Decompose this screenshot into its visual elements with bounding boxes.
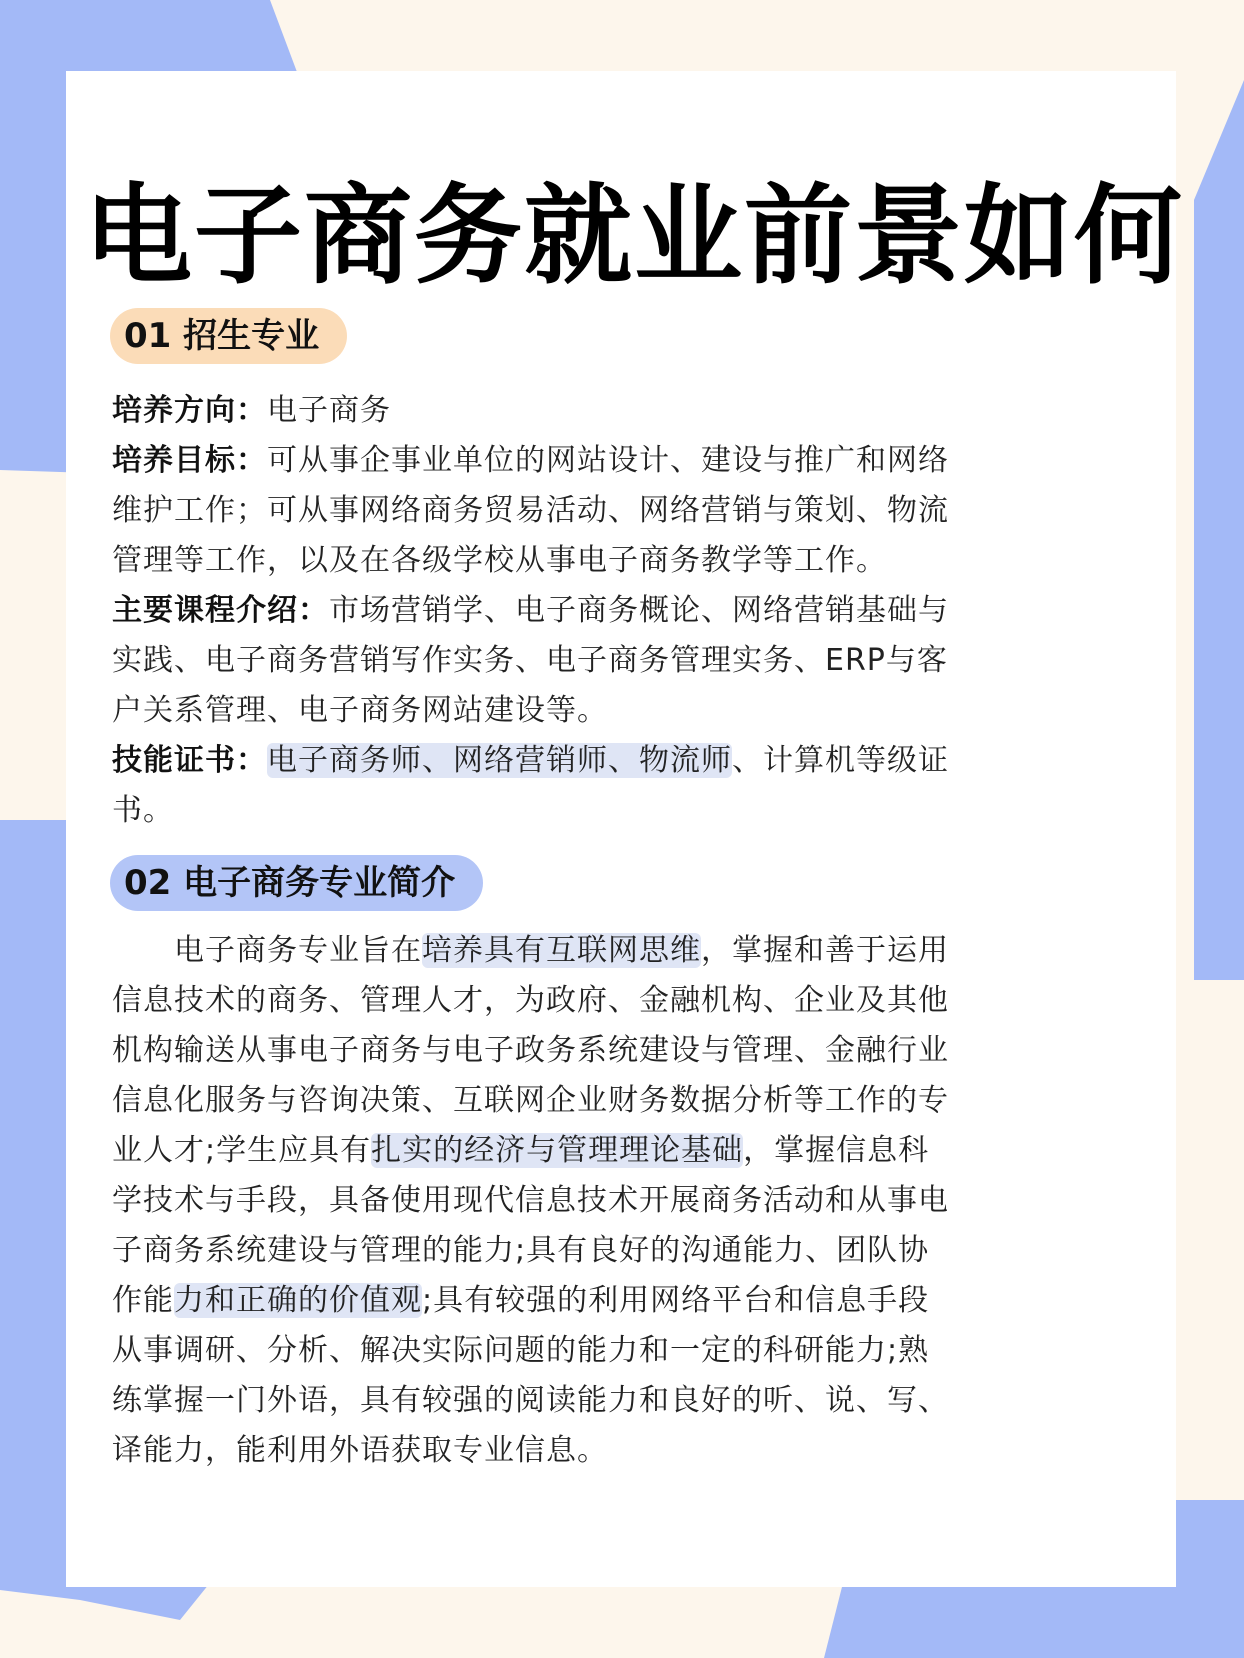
text-segment: 、计算机等级证 [732, 743, 949, 778]
page-title: 电子商务就业前景如何 [84, 173, 1185, 299]
text-segment: 学技术与手段，具备使用现代信息技术开展商务活动和从事电 [112, 1183, 949, 1218]
text-segment: ;具有较强的利用网络平台和信息手段 [422, 1283, 930, 1318]
text-line [112, 686, 1072, 736]
text-segment: 信息化服务与咨询决策、互联网企业财务数据分析等工作的专 [112, 1083, 949, 1118]
field-label: 培养方向： [112, 393, 267, 428]
text-line [112, 536, 1072, 586]
section-intro-body [112, 926, 1072, 1476]
text-line [112, 786, 1072, 836]
text-segment: ，掌握和善于运用 [701, 933, 949, 968]
text-line [112, 386, 1072, 436]
text-segment: 电子商务专业旨在 [112, 933, 422, 968]
text-line [112, 636, 1072, 686]
text-line [112, 736, 1072, 786]
text-line [112, 1326, 1072, 1376]
text-segment: 户关系管理、电子商务网站建设等。 [112, 693, 608, 728]
field-label: 主要课程介绍： [112, 593, 329, 628]
content-card [66, 71, 1185, 1587]
field-label: 技能证书： [112, 743, 267, 778]
text-line [112, 436, 1072, 486]
text-segment: 信息技术的商务、管理人才，为政府、金融机构、企业及其他 [112, 983, 949, 1018]
text-segment: 维护工作；可从事网络商务贸易活动、网络营销与策划、物流 [112, 493, 949, 528]
text-line [112, 586, 1072, 636]
text-segment: 子商务系统建设与管理的能力;具有良好的沟通能力、团队协 [112, 1233, 930, 1268]
text-line [112, 1176, 1072, 1226]
text-segment: 机构输送从事电子商务与电子政务系统建设与管理、金融行业 [112, 1033, 949, 1068]
text-line [112, 926, 1072, 976]
text-line [112, 976, 1072, 1026]
section-heading-intro: 02 电子商务专业简介 [110, 855, 483, 911]
text-segment: 电子商务 [267, 393, 391, 428]
text-segment: 从事调研、分析、解决实际问题的能力和一定的科研能力;熟 [112, 1333, 930, 1368]
field-label: 培养目标： [112, 443, 267, 478]
text-line [112, 1076, 1072, 1126]
text-segment: 作能 [112, 1283, 174, 1318]
text-segment: 译能力，能利用外语获取专业信息。 [112, 1433, 608, 1468]
text-segment: 练掌握一门外语，具有较强的阅读能力和良好的听、说、写、 [112, 1383, 949, 1418]
text-line [112, 1276, 1072, 1326]
text-line [112, 486, 1072, 536]
text-segment: 可从事企事业单位的网站设计、建设与推广和网络 [267, 443, 949, 478]
text-line [112, 1026, 1072, 1076]
section-enrollment-body [112, 386, 1072, 836]
text-line [112, 1226, 1072, 1276]
highlighted-text: 培养具有互联网思维 [422, 933, 701, 968]
text-segment: 实践、电子商务营销写作实务、电子商务管理实务、ERP与客 [112, 643, 948, 678]
text-segment: 书。 [112, 793, 174, 828]
text-segment: 业人才;学生应具有 [112, 1133, 372, 1168]
text-line [112, 1426, 1072, 1476]
highlighted-text: 扎实的经济与管理理论基础 [371, 1133, 744, 1168]
highlighted-text: 电子商务师、网络营销师、物流师 [267, 743, 732, 778]
text-segment: 管理等工作，以及在各级学校从事电子商务教学等工作。 [112, 543, 887, 578]
text-line [112, 1376, 1072, 1426]
text-line [112, 1126, 1072, 1176]
highlighted-text: 力和正确的价值观 [174, 1283, 422, 1318]
text-segment: 市场营销学、电子商务概论、网络营销基础与 [329, 593, 949, 628]
text-segment: ，掌握信息科 [743, 1133, 930, 1168]
section-heading-enrollment: 01 招生专业 [110, 308, 347, 364]
